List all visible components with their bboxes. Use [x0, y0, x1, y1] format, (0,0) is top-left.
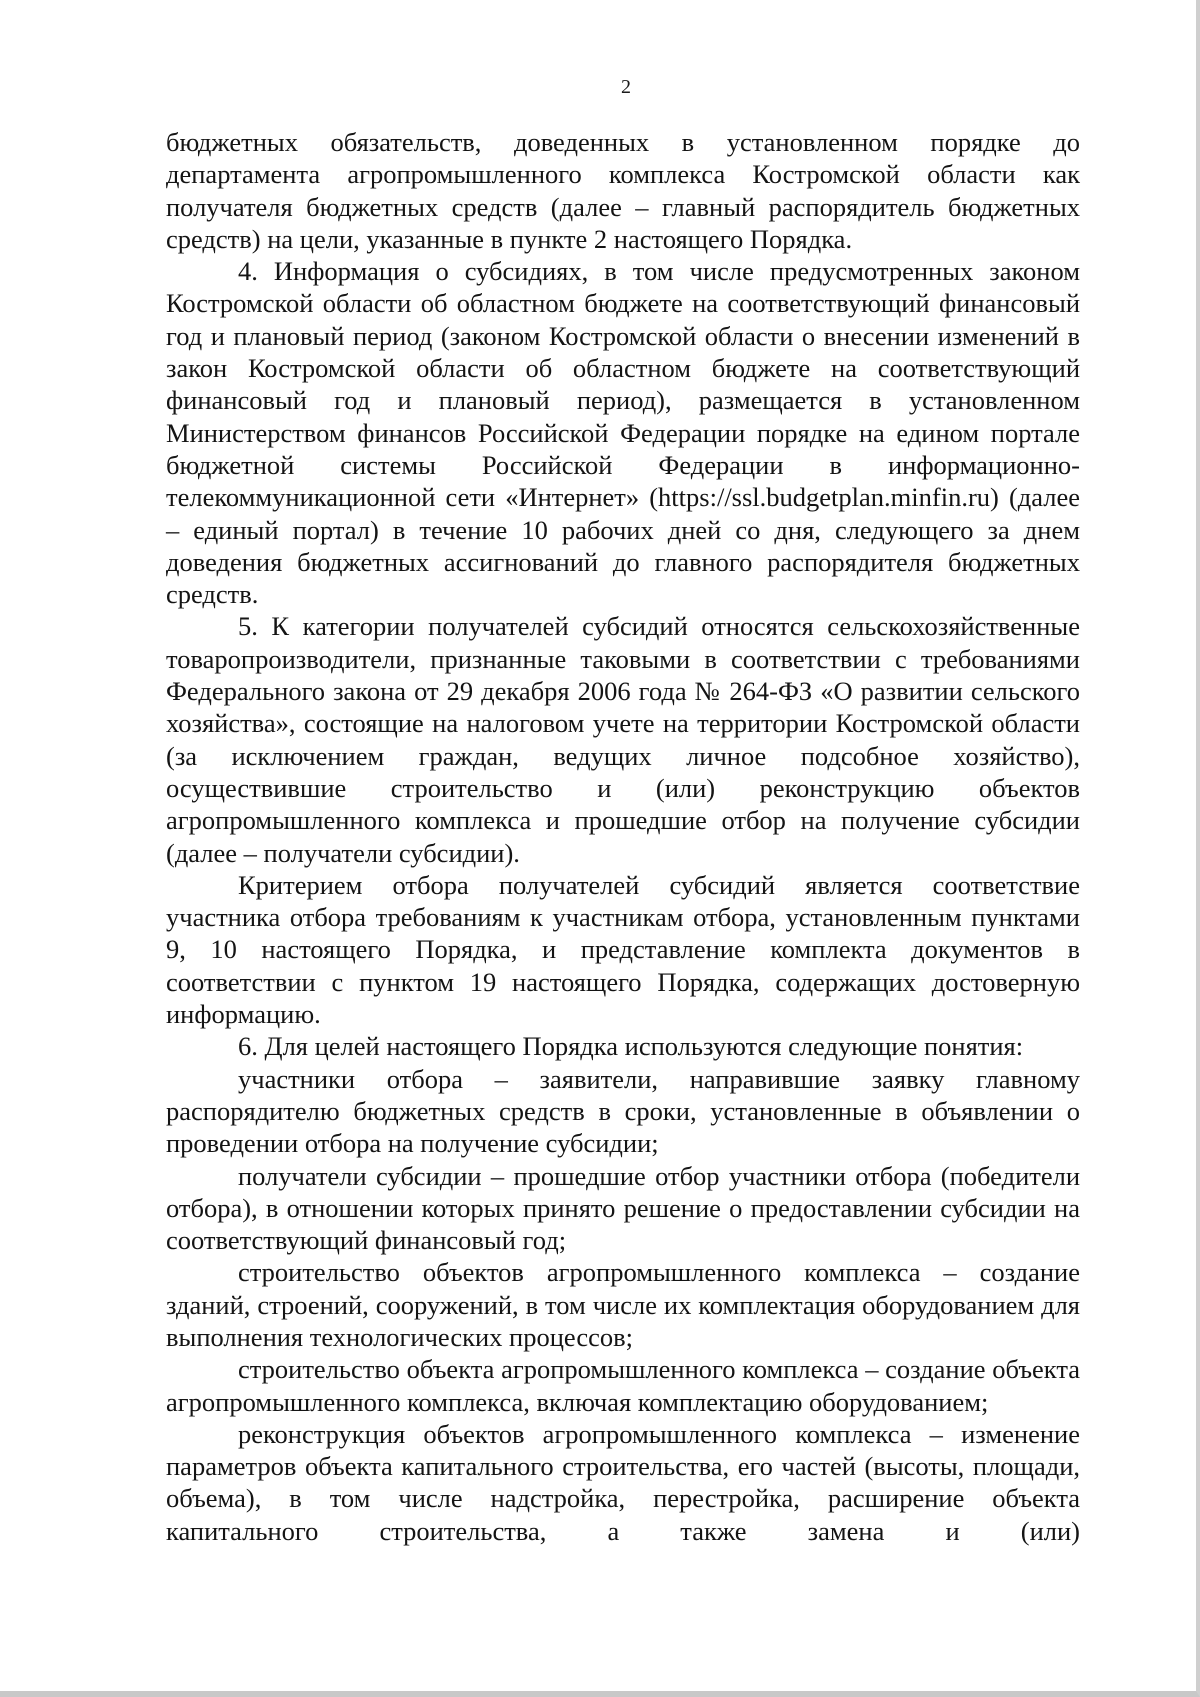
definition-participants: участники отбора – заявители, направившие заявку главному распорядителю бюджетных средств в сроки, установленные в объявлении о проведении отбора на получение субсидии;	[166, 1063, 1080, 1159]
paragraph-item-4: 4. Информация о субсидиях, в том числе предусмотренных законом Костромской области об областном бюджете на соответствующий финансовый год и плановый период (законом Костромской области о внесении изменений в закон Костромской области об областном бюджете на соответствующий финансовый год и плановый период), размещается в установленном Министерством финансов Российской Федерации порядке на едином портале бюджетной системы Российской Федерации в информационно-телекоммуникационной сети «Интернет» (https://ssl.budgetplan.minfin.ru) (далее – единый портал) в течение 10 рабочих дней со дня, следующего за днем доведения бюджетных ассигнований до главного распорядителя бюджетных средств.	[166, 256, 1080, 610]
page-number: 2	[621, 76, 631, 98]
paragraph-continuation: бюджетных обязательств, доведенных в установленном порядке до департамента агропромышленного комплекса Костромской области как получателя бюджетных средств (далее – главный распорядитель бюджетных средств) на цели, указанные в пункте 2 настоящего Порядка.	[166, 127, 1080, 254]
paragraph-item-6: 6. Для целей настоящего Порядка используются следующие понятия:	[238, 1031, 1024, 1062]
paragraph-item-5: 5. К категории получателей субсидий относятся сельскохозяйственные товаропроизводители, признанные таковыми в соответствии с требованиями Федерального закона от 29 декабря 2006 года № 264-ФЗ «О развитии сельского хозяйства», состоящие на налоговом учете на территории Костромской области (за исключением граждан, ведущих личное подсобное хозяйство), осуществившие строительство и (или) реконструкцию объектов агропромышленного комплекса и прошедшие отбор на получение субсидии (далее – получатели субсидии).	[166, 611, 1080, 868]
definition-construction-object: строительство объекта агропромышленного комплекса – создание объекта агропромышленного комплекса, включая комплектацию оборудованием;	[166, 1354, 1080, 1417]
definition-reconstruction: реконструкция объектов агропромышленного комплекса – изменение параметров объекта капитального строительства, его частей (высоты, площади, объема), в том числе надстройка, перестройка, расширение объекта капитального строительства, а также замена и (или)	[166, 1418, 1080, 1546]
paragraph-selection-criterion: Критерием отбора получателей субсидий является соответствие участника отбора требованиям к участникам отбора, установленным пунктами 9, 10 настоящего Порядка, и представление комплекта документов в соответствии с пунктом 19 настоящего Порядка, содержащих достоверную информацию.	[166, 869, 1080, 1030]
definition-recipients: получатели субсидии – прошедшие отбор участники отбора (победители отбора), в отношении которых принято решение о предоставлении субсидии на соответствующий финансовый год;	[166, 1160, 1080, 1256]
definition-construction-objects: строительство объектов агропромышленного комплекса – создание зданий, строений, сооружений, в том числе их комплектация оборудованием для выполнения технологических процессов;	[166, 1257, 1080, 1352]
document-body	[166, 126, 1080, 1547]
